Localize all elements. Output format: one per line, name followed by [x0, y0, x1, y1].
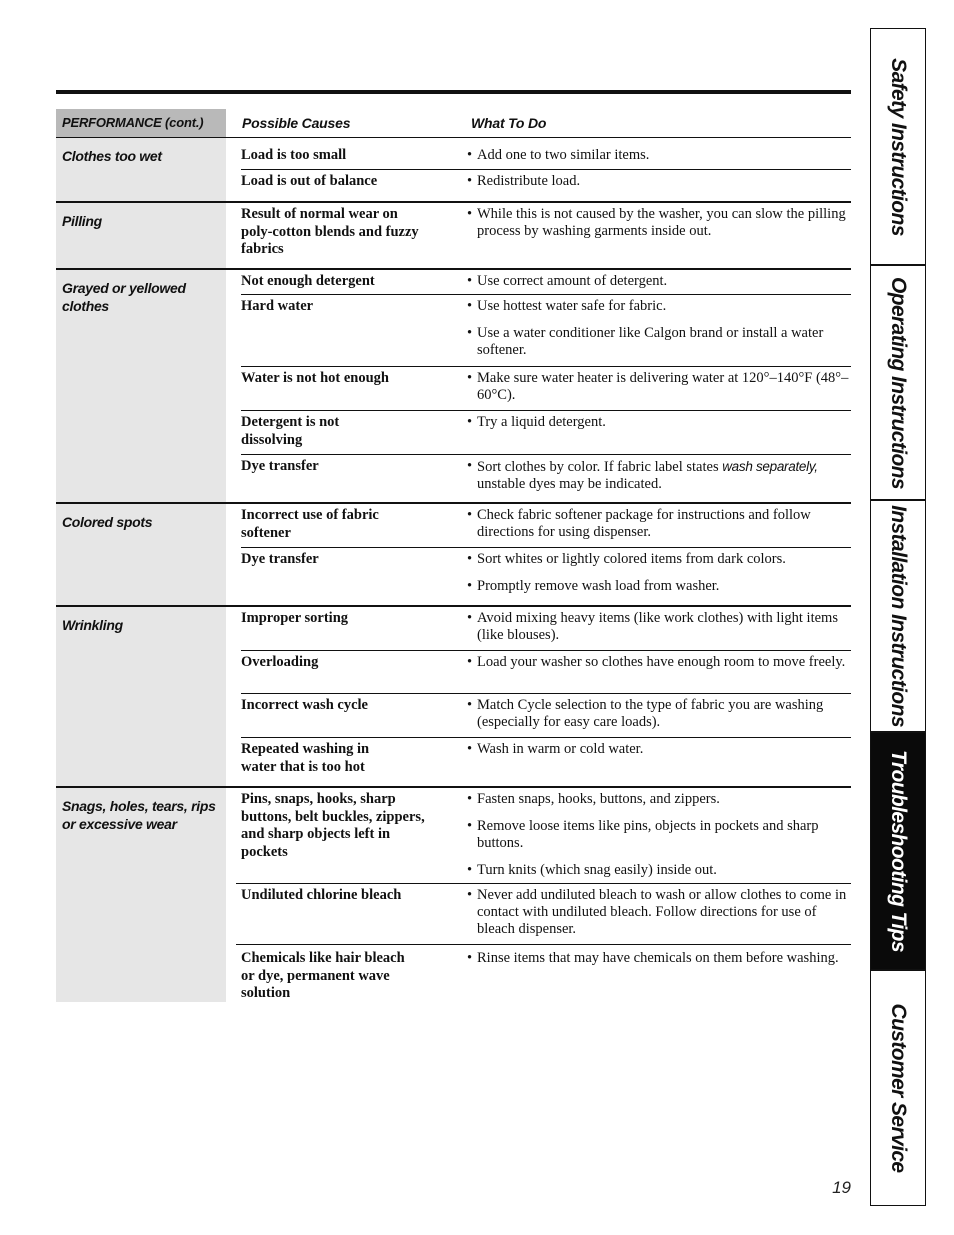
tab-label: Operating Instructions [887, 276, 910, 489]
action-bullet: • Wash in warm or cold water. [467, 741, 851, 758]
action-bullet: • Use correct amount of detergent. [467, 273, 851, 290]
cause-text: Pins, snaps, hooks, sharp buttons, belt buckles, zippers, and sharp objects left in pockets [241, 791, 425, 860]
tab-label: Installation Instructions [887, 505, 910, 727]
action-bullet: • Check fabric softener package for instructions and follow directions for using dispenser. [467, 507, 851, 541]
tab-customer-service[interactable] [871, 971, 925, 1205]
action-text-italic: wash separately, [722, 459, 818, 474]
action-bullet: • Load your washer so clothes have enough room to move freely. [467, 654, 851, 671]
table-header [56, 109, 851, 138]
cause-row [241, 203, 851, 268]
action-bullet: • Try a liquid detergent. [467, 414, 851, 431]
tab-label: Troubleshooting Tips [887, 750, 910, 952]
cause-text: Hard water [241, 298, 314, 314]
cause-text: Incorrect use of fabric softener [241, 507, 379, 541]
cause-text: Overloading [241, 654, 319, 670]
cause-row [236, 788, 851, 884]
symptom: Wrinkling [56, 607, 226, 786]
sidebar-nav [870, 28, 926, 1206]
action-bullet: • Rinse items that may have chemicals on them before washing. [467, 950, 851, 967]
cause-row [241, 411, 851, 455]
action-bullet: • Never add undiluted bleach to wash or allow clothes to come in contact with undiluted bleach. Follow directions for use of bleach dispenser. [467, 887, 851, 938]
action-bullet: • Match Cycle selection to the type of fabric you are washing (especially for easy care loads). [467, 697, 851, 731]
action-bullet: • Make sure water heater is delivering water at 120°–140°F (48°–60°C). [467, 370, 851, 404]
section-grayed-or-yellowed [56, 270, 851, 504]
possible-causes-header: Possible Causes [242, 115, 351, 131]
section-snags-holes [56, 788, 851, 1002]
section-wrinkling [56, 607, 851, 788]
symptom: Pilling [56, 203, 226, 268]
section-label: PERFORMANCE (cont.) [56, 109, 226, 137]
tab-safety-instructions[interactable] [871, 29, 925, 266]
cause-row [241, 694, 851, 738]
symptom: Colored spots [56, 504, 226, 605]
action-bullet: • Use hottest water safe for fabric. [467, 298, 851, 315]
cause-row [241, 607, 851, 651]
cause-text: Not enough detergent [241, 273, 375, 289]
cause-text: Undiluted chlorine bleach [241, 887, 402, 903]
action-bullet: • Sort whites or lightly colored items from dark colors. [467, 551, 851, 568]
section-pilling [56, 203, 851, 270]
cause-text: Repeated washing in water that is too hot [241, 741, 370, 775]
cause-row [241, 548, 851, 605]
cause-row [241, 455, 851, 502]
cause-text: Load is out of balance [241, 173, 378, 189]
top-rule [56, 90, 851, 94]
symptom: Grayed or yellowed clothes [56, 270, 226, 502]
section-colored-spots [56, 504, 851, 607]
tab-installation-instructions[interactable] [871, 501, 925, 733]
action-bullet: • Add one to two similar items. [467, 147, 851, 164]
symptom: Snags, holes, tears, rips or excessive wear [56, 788, 226, 1002]
cause-text: Improper sorting [241, 610, 349, 626]
cause-row [241, 295, 851, 367]
cause-row [241, 738, 851, 786]
cause-text: Detergent is not dissolving [241, 414, 340, 448]
cause-row [241, 138, 851, 170]
cause-row [236, 884, 851, 945]
cause-text: Dye transfer [241, 458, 319, 474]
cause-text: Incorrect wash cycle [241, 697, 368, 713]
action-text: unstable dyes may be indicated. [477, 476, 662, 492]
cause-row [241, 170, 851, 201]
action-bullet: • Redistribute load. [467, 173, 851, 190]
cause-text: Result of normal wear on poly-cotton blends and fuzzy fabrics [241, 206, 419, 257]
tab-label: Safety Instructions [887, 57, 910, 236]
action-bullet: • Use a water conditioner like Calgon brand or install a water softener. [467, 325, 851, 359]
action-text: Sort clothes by color. If fabric label states [477, 459, 723, 475]
page-number: 19 [832, 1178, 851, 1197]
cause-text: Dye transfer [241, 551, 319, 567]
tab-operating-instructions[interactable] [871, 266, 925, 501]
cause-row [241, 651, 851, 694]
action-bullet: • Promptly remove wash load from washer. [467, 578, 851, 595]
action-bullet: • Turn knits (which snag easily) inside out. [467, 862, 851, 879]
cause-row [241, 270, 851, 295]
cause-text: Chemicals like hair bleach or dye, permanent wave solution [241, 950, 405, 1001]
action-bullet [467, 458, 851, 493]
what-to-do-header: What To Do [471, 115, 547, 131]
symptom: Clothes too wet [56, 138, 226, 201]
cause-text: Load is too small [241, 147, 347, 163]
tab-label: Customer Service [887, 1003, 910, 1173]
cause-row [241, 504, 851, 548]
cause-text: Water is not hot enough [241, 370, 389, 386]
action-bullet: • While this is not caused by the washer, you can slow the pilling process by washing garments inside out. [467, 206, 851, 240]
action-bullet: • Fasten snaps, hooks, buttons, and zippers. [467, 791, 851, 808]
action-bullet: • Avoid mixing heavy items (like work clothes) with light items (like blouses). [467, 610, 851, 644]
cause-row [241, 945, 851, 1002]
section-clothes-too-wet [56, 138, 851, 203]
tab-troubleshooting-tips[interactable] [871, 733, 925, 971]
action-bullet: • Remove loose items like pins, objects in pockets and sharp buttons. [467, 818, 851, 852]
cause-row [241, 367, 851, 411]
